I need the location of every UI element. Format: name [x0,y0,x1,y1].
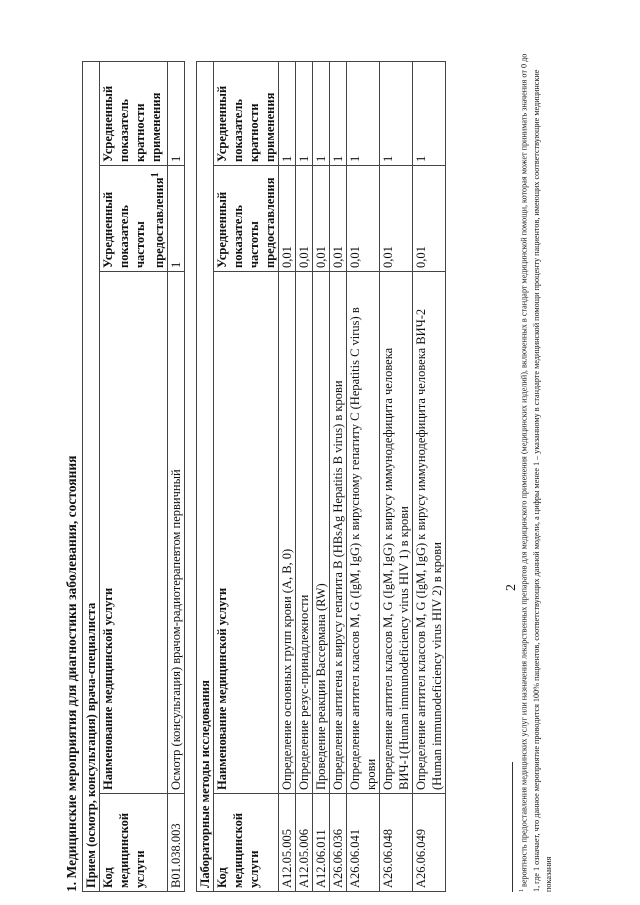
header-name: Наименование медицинской услуги [100,272,168,794]
section-title: 1. Медицинские мероприятия для диагностики заболевания, состояния [64,455,79,892]
header-frequency: Усредненный показатель частоты предоставления [214,166,279,272]
row-frequency: 0,01 [296,166,313,272]
table-row [380,61,413,891]
header-multiplicity: Усредненный показатель кратности применения [214,61,279,165]
row-multiplicity: 1 [279,61,296,165]
footnote-mark: 1 [150,172,161,178]
table-consultation [82,61,185,892]
row-name: Определение резус-принадлежности [296,272,313,794]
row-name: Определение основных групп крови (A, B, 0) [279,272,296,794]
row-multiplicity: 1 [313,61,330,165]
rotated-content-inner [60,0,530,900]
header-frequency-text: Усредненный показатель частоты предоставления [101,177,167,268]
table-row [347,61,380,891]
row-multiplicity: 1 [380,61,413,165]
footnote-inner [512,40,602,900]
row-code: A12.05.005 [279,794,296,892]
row-frequency: 0,01 [413,166,446,272]
row-code: A12.06.011 [313,794,330,892]
row-multiplicity: 1 [413,61,446,165]
table-row [313,61,330,891]
row-frequency: 1 [168,166,185,272]
row-multiplicity: 1 [330,61,347,165]
table-row [330,61,347,891]
table-row [279,61,296,891]
row-name: Определение антител классов M, G (IgM, IgG) к вирусу иммунодефицита человека ВИЧ-1(Human immunodeficiency virus HIV 1) в крови [380,272,413,794]
row-code: A26.06.036 [330,794,347,892]
header-name: Наименование медицинской услуги [214,272,279,794]
table-row [168,61,185,891]
table-row [413,61,446,891]
footnote-body: вероятность предоставления медицинских услуг или назначения лекарственных препаратов для медицинского применения (медицинских изделий), включенных в стандарт медицинской помощи, которая может принимать значения от 0 до 1, где 1 означает, что данное мероприятие проводится 100% пациентов, соответствующих данной модели, а цифры менее 1 – указанному в стандарте медицинской помощи проценту пациентов, имеющих соответствующие медицинские показания [519,53,553,892]
row-name: Осмотр (консультация) врачом-радиотерапевтом первичный [168,272,185,794]
header-code: Код медицинской услуги [100,794,168,892]
row-code: A26.06.049 [413,794,446,892]
row-code: A26.06.048 [380,794,413,892]
row-multiplicity: 1 [347,61,380,165]
block2-title: Лабораторные методы исследования [197,61,214,891]
row-frequency: 0,01 [313,166,330,272]
table-row [296,61,313,891]
header-code: Код медицинской услуги [214,794,279,892]
row-code: A26.06.041 [347,794,380,892]
row-multiplicity: 1 [168,61,185,165]
page-number: 2 [504,584,519,591]
header-frequency [100,166,168,272]
row-frequency: 0,01 [279,166,296,272]
rotated-content [60,0,530,900]
footnote-divider [512,762,513,892]
row-frequency: 0,01 [330,166,347,272]
row-frequency: 0,01 [347,166,380,272]
row-frequency: 0,01 [380,166,413,272]
row-code: B01.038.003 [168,794,185,892]
footnote-text [516,52,555,892]
row-name: Проведение реакции Вассермана (RW) [313,272,330,794]
footnote-number: 1 [519,889,525,892]
block1-title: Прием (осмотр, консультация) врача-специалиста [83,61,100,891]
row-multiplicity: 1 [296,61,313,165]
row-name: Определение антигена к вирусу гепатита B (HBsAg Hepatitis B virus) в крови [330,272,347,794]
row-name: Определение антител классов M, G (IgM, IgG) к вирусному гепатиту C (Hepatitis C virus) в крови [347,272,380,794]
table-laboratory [196,61,446,892]
footnote-area [512,0,602,900]
header-multiplicity: Усредненный показатель кратности применения [100,61,168,165]
row-code: A12.05.006 [296,794,313,892]
row-name: Определение антител классов M, G (IgM, IgG) к вирусу иммунодефицита человека ВИЧ-2 (Human immunodeficiency virus HIV 2) в крови [413,272,446,794]
